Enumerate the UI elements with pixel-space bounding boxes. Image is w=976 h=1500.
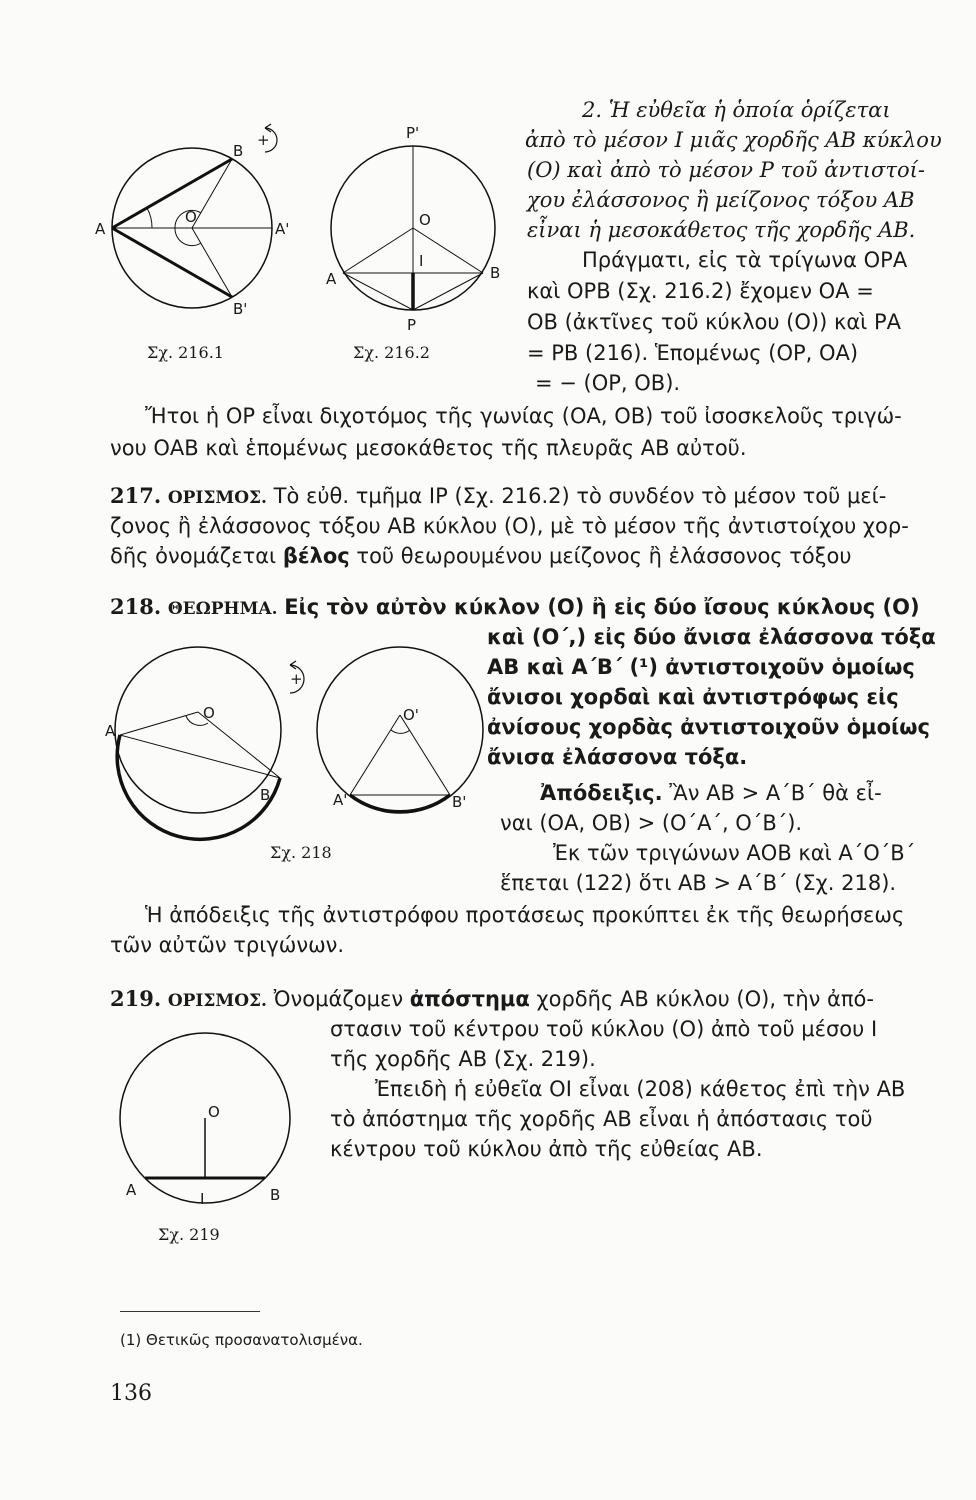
caption-219: Σχ. 219 — [158, 1225, 220, 1244]
label-b: B — [233, 142, 244, 160]
label-a: A — [326, 270, 337, 288]
line-b-o — [413, 228, 483, 273]
label-plus: + — [257, 131, 270, 149]
s219-line-1 — [110, 985, 874, 1015]
item2-proof-2: καὶ ΟΡΒ (Σχ. 216.2) ἔχομεν ΟΑ = — [527, 279, 874, 303]
s219-line-5: τὸ ἀπόστημα τῆς χορδῆς ΑΒ εἶναι ἡ ἀπόστασις τοῦ — [330, 1107, 873, 1131]
s218-number: 218. — [110, 594, 162, 619]
circle-218-o-prime — [317, 647, 483, 813]
s218-theorem-1: Εἰς τὸν αὐτὸν κύκλον (Ο) ἢ εἰς δύο ἴσους κύκλους (Ο) — [284, 595, 920, 619]
s217-text-3b: τοῦ θεωρουμένου μείζονος ἢ ἐλάσσονος τόξου — [356, 544, 852, 568]
chord-ab — [112, 159, 232, 228]
s218-theorem-5: ἀνίσους χορδὰς ἀντιστοιχοῦν ὁμοίως — [487, 715, 930, 739]
s219-heading: ΟΡΙΣΜΟΣ. — [167, 991, 267, 1011]
label-a-prime: A' — [333, 791, 348, 809]
item2-proof-3: ΟΒ (ἀκτῖνες τοῦ κύκλου (Ο)) καὶ ΡΑ — [527, 310, 901, 334]
s219-line-2: στασιν τοῦ κέντρου τοῦ κύκλου (Ο) ἀπὸ τοῦ μέσου Ι — [330, 1017, 878, 1041]
s219-line-6: κέντρου τοῦ κύκλου ἀπὸ τῆς εὐθείας ΑΒ. — [330, 1137, 763, 1161]
label-a: A — [105, 722, 116, 740]
label-a: A — [126, 1181, 137, 1199]
s218-converse-2: τῶν αὐτῶν τριγώνων. — [110, 933, 345, 957]
item2-conclusion-2: νου ΟΑΒ καὶ ἑπομένως μεσοκάθετος τῆς πλευρᾶς ΑΒ αὐτοῦ. — [110, 436, 747, 460]
line-a-o — [120, 712, 198, 735]
item2-proof-1: Πράγματι, εἰς τὰ τρίγωνα ΟΡΑ — [582, 248, 908, 272]
s218-theorem-2: καὶ (Ο΄,) εἰς δύο ἄνισα ἐλάσσονα τόξα — [487, 625, 936, 649]
label-i: I — [419, 252, 424, 270]
label-o-prime: O' — [403, 706, 419, 724]
line-ap-op — [350, 715, 400, 795]
s218-proof-label: Ἀπόδειξις. — [540, 781, 663, 805]
s218-theorem-4: ἄνισοι χορδαὶ καὶ ἀντιστρόφως εἰς — [487, 685, 899, 709]
label-p-prime: P' — [406, 124, 420, 142]
s218-line-1 — [110, 593, 920, 623]
label-b: B — [270, 1186, 281, 1204]
caption-216-2: Σχ. 216.2 — [353, 343, 430, 362]
s218-heading: ΘΕΩΡΗΜΑ. — [167, 599, 278, 619]
item2-line-2: ἀπὸ τὸ μέσον Ι μιᾶς χορδῆς ΑΒ κύκλου — [525, 128, 942, 152]
s217-text-1: Τὸ εὐθ. τμῆμα ΙΡ (Σχ. 216.2) τὸ συνδέον τὸ μέσον τοῦ μεί- — [273, 484, 887, 508]
chord-ab — [120, 735, 280, 778]
s218-theorem-3: ΑΒ καὶ Α΄Β΄ (¹) ἀντιστοιχοῦν ὁμοίως — [487, 655, 915, 679]
label-o: O — [203, 704, 215, 722]
label-a-prime: A' — [275, 220, 290, 238]
angle-arc-op — [391, 730, 410, 733]
figure-218 — [100, 640, 500, 870]
s218-proof-3: Ἐκ τῶν τριγώνων ΑΟΒ καὶ Α΄Ο΄Β΄ — [553, 841, 916, 865]
s218-converse-1: Ἡ ἀπόδειξις τῆς ἀντιστρόφου προτάσεως προκύπτει ἐκ τῆς θεωρήσεως — [145, 903, 905, 927]
s219-line-3: τῆς χορδῆς ΑΒ (Σχ. 219). — [330, 1047, 596, 1071]
figure-216-2 — [318, 118, 518, 378]
label-b: B — [260, 786, 271, 804]
s218-proof-text-1: Ἂν ΑΒ > Α΄Β΄ θὰ εἶ- — [669, 781, 882, 805]
footnote-rule — [120, 1311, 260, 1312]
label-b-prime: B' — [233, 300, 248, 318]
item2-conclusion-1: Ἤτοι ἡ ΟΡ εἶναι διχοτόμος τῆς γωνίας (ΟΑ, ΟΒ) τοῦ ἰσοσκελοῦς τριγώ- — [145, 404, 902, 428]
s217-number: 217. — [110, 483, 162, 508]
item2-line-3: (Ο) καὶ ἀπὸ τὸ μέσον Ρ τοῦ ἀντιστοί- — [527, 158, 925, 182]
caption-218: Σχ. 218 — [270, 843, 332, 862]
label-o: O — [185, 208, 197, 226]
figure-219 — [110, 1030, 330, 1260]
item2-proof-4: = ΡΒ (216). Ἑπομένως (ΟΡ, ΟΑ) — [527, 341, 859, 365]
s219-number: 219. — [110, 986, 162, 1011]
angle-arc-a — [147, 208, 152, 228]
label-o: O — [419, 211, 431, 229]
line-a-p — [343, 273, 413, 310]
s218-proof-2: ναι (ΟΑ, ΟΒ) > (Ο΄Α΄, Ο΄Β΄). — [500, 811, 803, 835]
s217-term: βέλος — [282, 544, 350, 568]
s218-proof-4: ἕπεται (122) ὅτι ΑΒ > Α΄Β΄ (Σχ. 218). — [500, 871, 897, 895]
page-number: 136 — [110, 1381, 152, 1406]
s217-line-1 — [110, 482, 886, 512]
arc-ab-bold — [117, 735, 280, 839]
line-b-p — [413, 273, 483, 310]
label-plus: + — [290, 670, 303, 688]
s219-term: ἀπόστημα — [409, 987, 530, 1011]
s217-line-3 — [110, 542, 852, 570]
s218-theorem-6: ἄνισα ἐλάσσονα τόξα. — [487, 745, 748, 769]
s219-line-4: Ἐπειδὴ ἡ εὐθεῖα ΟΙ εἶναι (208) κάθετος ἐπὶ τὴν ΑΒ — [375, 1077, 906, 1101]
caption-216-1: Σχ. 216.1 — [147, 343, 224, 362]
arc-ab-prime-bold — [350, 795, 450, 812]
item2-line-4: χου ἐλάσσονος ἢ μείζονος τόξου ΑΒ — [527, 188, 915, 212]
s217-line-2: ζονος ἢ ἐλάσσονος τόξου ΑΒ κύκλου (Ο), μὲ τὸ μέσον τῆς ἀντιστοίχου χορ- — [110, 514, 909, 538]
item2-line-5: εἶναι ἡ μεσοκάθετος τῆς χορδῆς ΑΒ. — [527, 218, 916, 242]
s219-text-1a: Ὀνομάζομεν — [273, 987, 404, 1011]
s217-text-3a: δῆς ὀνομάζεται — [110, 544, 277, 568]
footnote: (1) Θετικῶς προσανατολισμένα. — [120, 1331, 363, 1349]
label-b-prime: B' — [452, 793, 467, 811]
label-p: P — [407, 316, 417, 334]
line-op-bp — [400, 715, 450, 795]
label-o: O — [208, 1103, 220, 1121]
label-i: I — [200, 1190, 205, 1208]
line-a-o — [343, 228, 413, 273]
label-b: B — [490, 264, 501, 282]
item2-proof-5: = − (ΟΡ, ΟΒ). — [535, 371, 681, 395]
s218-proof-1 — [540, 779, 882, 807]
s219-text-1b: χορδῆς ΑΒ κύκλου (Ο), τὴν ἀπό- — [536, 987, 874, 1011]
circle-218-o — [115, 647, 281, 813]
item2-line-1: 2. Ἡ εὐθεῖα ἡ ὁποία ὁρίζεται — [582, 98, 891, 122]
label-a: A — [95, 220, 106, 238]
chord-ab-prime — [112, 228, 232, 297]
s217-heading: ΟΡΙΣΜΟΣ. — [167, 488, 267, 508]
